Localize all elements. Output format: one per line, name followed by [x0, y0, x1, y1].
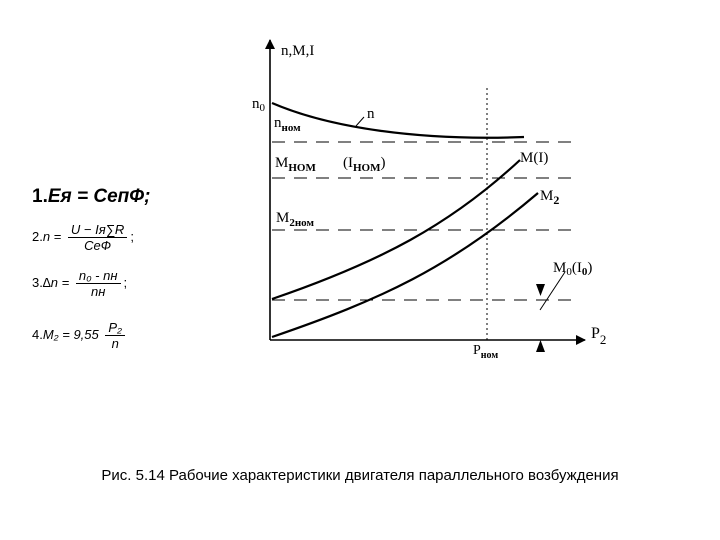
speed-curve-n [272, 103, 524, 138]
p-nom-arrow-marker [536, 340, 545, 352]
formula-2-fraction [68, 222, 127, 253]
formula-2-number: 2. [32, 228, 43, 244]
formula-4-denominator: n [111, 336, 119, 351]
m0-i0-label: $M_0(I_0)$ [553, 260, 593, 278]
formula-1-body: Ея = СепФ; [47, 186, 151, 207]
x-axis-label: $P_2$ [591, 325, 607, 347]
formula-3-number: 3. [32, 274, 43, 290]
figure-caption: Рис. 5.14 Рабочие характеристики двигателя параллельного возбуждения [101, 467, 619, 484]
torque-curve-m2 [272, 193, 538, 337]
n-nom-label: $n_{ном}$ [274, 115, 301, 134]
formula-2-denominator: СеФ [84, 238, 112, 253]
formula-3-lhs: ∆n = [42, 274, 70, 290]
formula-4-fraction [105, 320, 125, 351]
n0-label: $n_0$ [252, 96, 265, 114]
y-axis-label: n,M,I [281, 43, 315, 59]
n-label-leader [356, 117, 364, 126]
m2-curve-label: $M_2$ [540, 188, 560, 207]
formula-4-lhs: M₂ = 9,55 [42, 326, 99, 342]
m2-nom-label: $M_{2ном}$ [276, 210, 314, 229]
formula-4-numerator: P₂ [105, 320, 125, 336]
formula-2-end: ; [130, 228, 134, 244]
i-nom-label: $(I_{НОМ})$ [343, 155, 386, 174]
formula-4 [32, 320, 128, 351]
formula-1-number: 1. [32, 186, 48, 207]
formula-4-number: 4. [32, 326, 43, 342]
m-i-curve-label: M(I) [520, 150, 549, 166]
n-curve-label: n [367, 106, 375, 122]
formula-1 [32, 186, 150, 208]
formula-2-lhs: n = [42, 228, 62, 244]
formula-3-fraction [76, 268, 121, 299]
formula-3 [32, 268, 127, 299]
m0-leader [540, 272, 565, 310]
formula-3-end: ; [123, 274, 128, 290]
formula-3-numerator: n₀ - nн [76, 268, 121, 284]
p-nom-label: $P_{ном}$ [473, 343, 499, 361]
formula-2 [32, 222, 134, 253]
formula-3-denominator: nн [90, 284, 106, 299]
formula-2-numerator: U − Iя∑R [68, 222, 127, 238]
m0-arrow-marker [536, 284, 545, 296]
m-nom-label: $M_{НОМ}$ [275, 155, 316, 174]
